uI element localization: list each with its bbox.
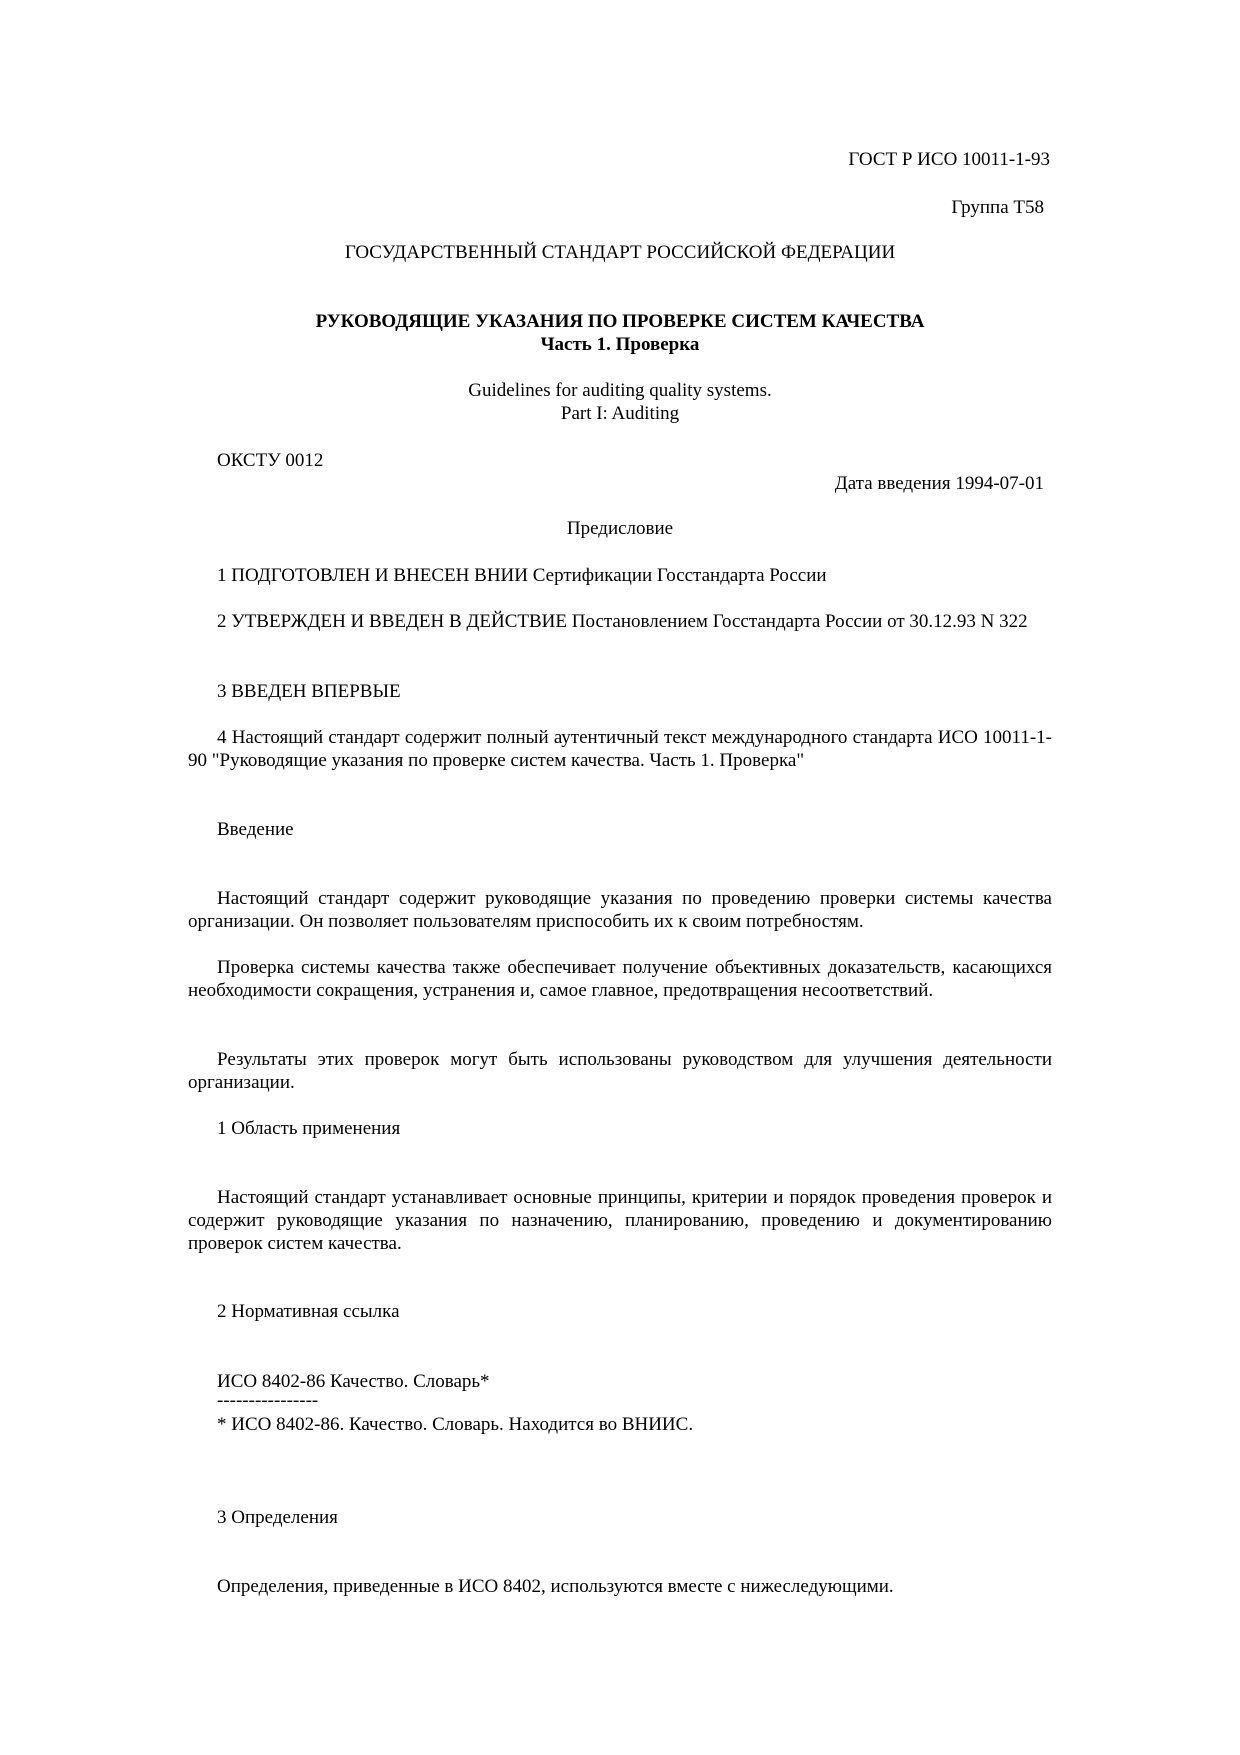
main-title: РУКОВОДЯЩИЕ УКАЗАНИЯ ПО ПРОВЕРКЕ СИСТЕМ КАЧЕСТВА <box>315 311 925 332</box>
okstu-code: ОКСТУ 0012 <box>217 450 324 471</box>
foreword-item-2: 2 УТВЕРЖДЕН И ВВЕДЕН В ДЕЙСТВИЕ Постановлением Госстандарта России от 30.12.93 N 322 <box>217 611 1028 632</box>
introduction-paragraph-1: Настоящий стандарт содержит руководящие указания по проведению проверки системы качества организации. Он позволяет пользователям приспособить их к своим потребностям. <box>188 888 1052 932</box>
foreword-heading: Предисловие <box>566 518 674 539</box>
footnote-text: * ИСО 8402-86. Качество. Словарь. Находится во ВНИИС. <box>217 1414 694 1435</box>
section-1-heading: 1 Область применения <box>217 1118 401 1139</box>
foreword-item-4: 4 Настоящий стандарт содержит полный аутентичный текст международного стандарта ИСО 10011-1-90 "Руководящие указания по проверке систем качества. Часть 1. Проверка" <box>188 727 1052 771</box>
introduction-paragraph-2: Проверка системы качества также обеспечивает получение объективных доказательств, касающихся необходимости сокращения, устранения и, самое главное, предотвращения несоответствий. <box>188 957 1052 1001</box>
section-3-paragraph: Определения, приведенные в ИСО 8402, используются вместе с нижеследующими. <box>217 1576 894 1597</box>
state-standard-title: ГОСУДАРСТВЕННЫЙ СТАНДАРТ РОССИЙСКОЙ ФЕДЕРАЦИИ <box>344 242 896 263</box>
english-title-line2: Part I: Auditing <box>560 403 680 424</box>
normative-reference: ИСО 8402-86 Качество. Словарь* <box>217 1371 490 1392</box>
foreword-item-3: 3 ВВЕДЕН ВПЕРВЫЕ <box>217 681 401 702</box>
standard-code: ГОСТ Р ИСО 10011-1-93 <box>848 149 1050 170</box>
section-2-heading: 2 Нормативная ссылка <box>217 1301 400 1322</box>
group-code: Группа Т58 <box>951 197 1044 218</box>
foreword-item-1: 1 ПОДГОТОВЛЕН И ВНЕСЕН ВНИИ Сертификации Госстандарта России <box>217 565 827 586</box>
introduction-heading: Введение <box>217 819 294 840</box>
english-title-line1: Guidelines for auditing quality systems. <box>468 380 772 401</box>
footnote-separator: ---------------- <box>217 1390 319 1411</box>
section-1-paragraph: Настоящий стандарт устанавливает основные принципы, критерии и порядок проведения проверок и содержит руководящие указания по назначению, планированию, проведению и документированию проверок систем качества. <box>188 1187 1052 1254</box>
section-3-heading: 3 Определения <box>217 1507 338 1528</box>
introduction-date: Дата введения 1994-07-01 <box>834 473 1044 494</box>
part-title: Часть 1. Проверка <box>540 334 700 355</box>
introduction-paragraph-3: Результаты этих проверок могут быть использованы руководством для улучшения деятельности организации. <box>188 1049 1052 1093</box>
